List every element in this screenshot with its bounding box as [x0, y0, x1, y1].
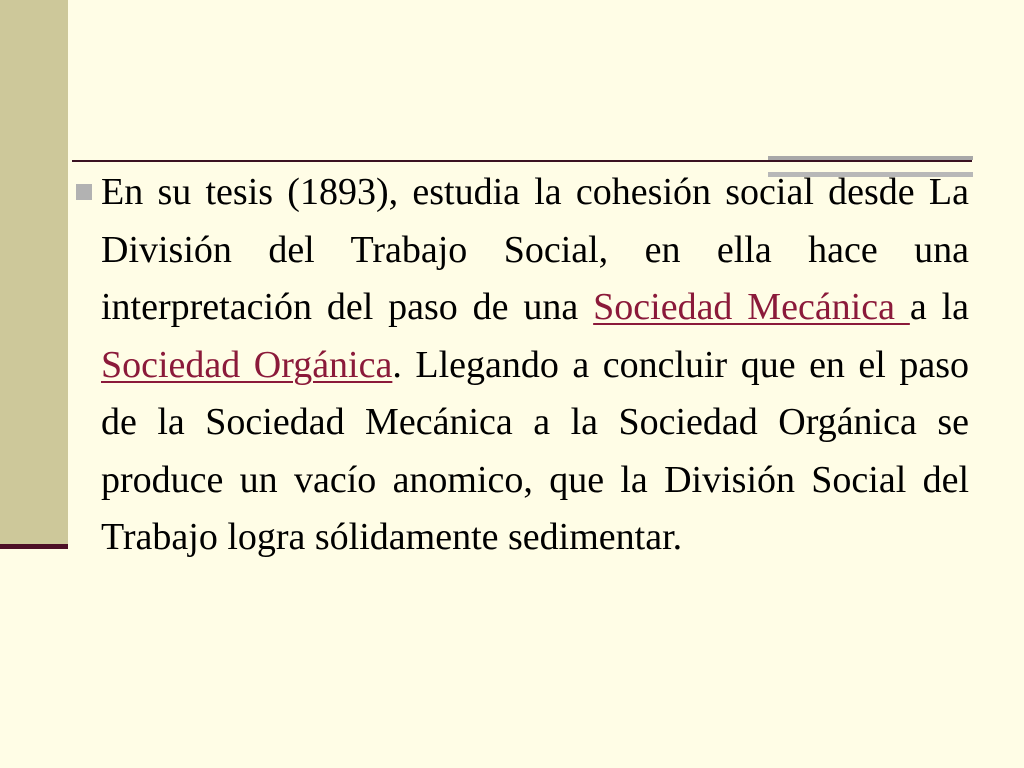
left-decorative-band — [0, 0, 68, 544]
paragraph-text-connector: a la — [909, 286, 969, 328]
paragraph-text-conclusion: . Llegando a concluir que en el paso de la Sociedad Mecánica a la Sociedad Orgánica se produce un vacío anomico, que la División Social del Trabajo logra sólidamente sedimentar. — [101, 343, 969, 558]
top-divider-rule — [72, 160, 972, 162]
bullet-paragraph — [101, 164, 969, 567]
gray-accent-bar — [768, 156, 973, 160]
paragraph-text-intro: En su tesis (1893), estudia la cohesión social desde La División del Trabajo Social, en ella hace una interpretación del paso de una — [101, 171, 969, 328]
link-sociedad-mecanica[interactable]: Sociedad Mecánica — [593, 286, 910, 328]
link-sociedad-organica[interactable]: Sociedad Orgánica — [101, 343, 393, 386]
square-bullet-icon — [76, 184, 92, 200]
left-accent-rule — [0, 544, 68, 549]
